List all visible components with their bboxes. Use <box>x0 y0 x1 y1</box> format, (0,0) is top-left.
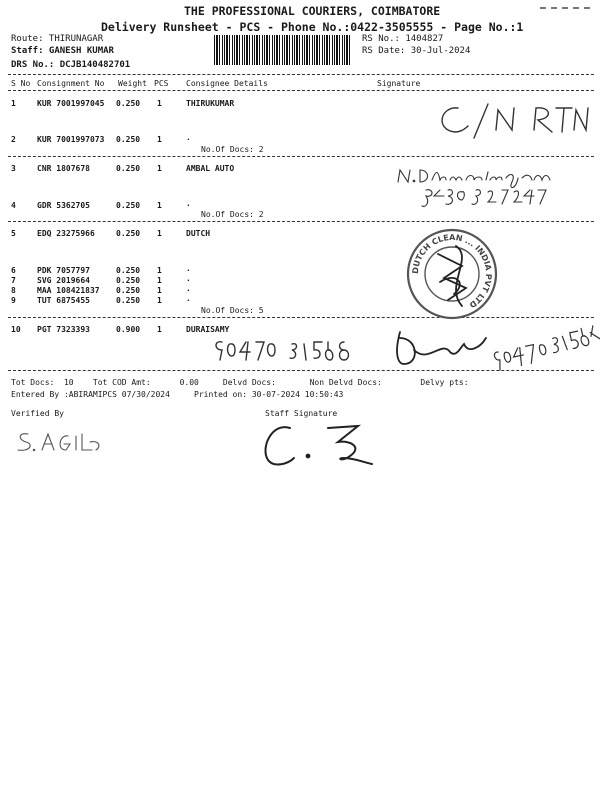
row-sno: 1 <box>11 99 16 108</box>
row-pcs: 1 <box>157 266 162 275</box>
row-pcs: 1 <box>157 164 162 173</box>
row-sno: 7 <box>11 276 16 285</box>
runsheet-title: Delivery Runsheet - PCS - Phone No.:0422-3505555 - Page No.:1 <box>101 20 524 34</box>
row-weight: 0.250 <box>116 99 141 108</box>
handwritten-phone <box>212 336 352 370</box>
row-consignment: KUR 7001997045 <box>37 99 105 108</box>
row-consignment: TUT 6875455 <box>37 296 90 305</box>
verified-by-label: Verified By <box>11 409 64 418</box>
row-details: . <box>186 284 191 293</box>
row-weight: 0.250 <box>116 201 141 210</box>
row-details: . <box>186 264 191 273</box>
row-weight: 0.250 <box>116 286 141 295</box>
row-details: DUTCH <box>186 229 211 238</box>
row-weight: 0.250 <box>116 276 141 285</box>
row-pcs: 1 <box>157 229 162 238</box>
divider <box>8 156 594 157</box>
row-details: . <box>186 274 191 283</box>
row-sno: 8 <box>11 286 16 295</box>
row-sno: 3 <box>11 164 16 173</box>
totals-line: Tot Docs: 10 Tot COD Amt: 0.00 Delvd Docs: Non Delvd Docs: Delvy pts: <box>11 378 469 387</box>
row-weight: 0.250 <box>116 229 141 238</box>
staff-label: Staff: GANESH KUMAR <box>11 46 114 56</box>
staff-signature <box>258 418 378 478</box>
scan-noise <box>540 7 590 9</box>
row-weight: 0.900 <box>116 325 141 334</box>
row-pcs: 1 <box>157 296 162 305</box>
col-pcs: PCS <box>154 79 169 88</box>
handwritten-name-phone <box>396 166 566 216</box>
company-title: THE PROFESSIONAL COURIERS, COIMBATORE <box>184 4 441 18</box>
company-stamp <box>404 226 500 326</box>
entered-line: Entered By :ABIRAMIPCS 07/30/2024 Printed on: 30-07-2024 10:50:43 <box>11 390 344 399</box>
col-signature: Signature <box>377 79 421 88</box>
docs-count: No.Of Docs: 2 <box>201 145 264 154</box>
row-weight: 0.250 <box>116 135 141 144</box>
row-weight: 0.250 <box>116 164 141 173</box>
row-sno: 6 <box>11 266 16 275</box>
handwritten-signature <box>390 324 490 374</box>
row-sno: 9 <box>11 296 16 305</box>
row-details: AMBAL AUTO <box>186 164 235 173</box>
docs-count: No.Of Docs: 5 <box>201 306 264 315</box>
row-sno: 2 <box>11 135 16 144</box>
row-sno: 4 <box>11 201 16 210</box>
drs-label: DRS No.: DCJB140482701 <box>11 60 131 70</box>
row-pcs: 1 <box>157 286 162 295</box>
divider <box>8 370 594 371</box>
row-consignment: EDQ 23275966 <box>37 229 95 238</box>
col-sno: S No <box>11 79 31 88</box>
route-label: Route: THIRUNAGAR <box>11 34 104 44</box>
barcode <box>214 35 350 65</box>
row-details: . <box>186 133 191 142</box>
row-details: THIRUKUMAR <box>186 99 235 108</box>
row-consignment: SVG 2019664 <box>37 276 90 285</box>
verified-signature <box>14 430 104 458</box>
row-sno: 10 <box>11 325 21 334</box>
row-pcs: 1 <box>157 135 162 144</box>
row-pcs: 1 <box>157 325 162 334</box>
divider <box>8 90 594 91</box>
row-weight: 0.250 <box>116 296 141 305</box>
row-consignment: MAA 108421837 <box>37 286 100 295</box>
row-consignment: KUR 7001997073 <box>37 135 105 144</box>
row-pcs: 1 <box>157 276 162 285</box>
row-sno: 5 <box>11 229 16 238</box>
col-weight: Weight <box>118 79 147 88</box>
row-consignment: PGT 7323393 <box>37 325 90 334</box>
row-details: . <box>186 199 191 208</box>
rs-no-label: RS No.: 1404827 <box>362 34 444 44</box>
row-details: DURAISAMY <box>186 325 230 334</box>
col-consignment: Consignment No <box>37 79 105 88</box>
row-consignment: PDK 7057797 <box>37 266 90 275</box>
handwritten-signature <box>430 100 590 144</box>
docs-count: No.Of Docs: 2 <box>201 210 264 219</box>
rs-date-label: RS Date: 30-Jul-2024 <box>362 46 471 56</box>
row-pcs: 1 <box>157 99 162 108</box>
row-pcs: 1 <box>157 201 162 210</box>
stamp-ring-text: DUTCH CLEAN ... INDIA PVT LTD <box>410 232 494 310</box>
row-consignment: GDR 5362705 <box>37 201 90 210</box>
col-consignee: Consignee Details <box>186 79 268 88</box>
divider <box>8 317 594 318</box>
staff-signature-label: Staff Signature <box>265 409 338 418</box>
divider <box>8 74 594 75</box>
handwritten-phone <box>490 320 600 376</box>
row-consignment: CNR 1807678 <box>37 164 90 173</box>
divider <box>8 221 594 222</box>
row-details: . <box>186 294 191 303</box>
row-weight: 0.250 <box>116 266 141 275</box>
